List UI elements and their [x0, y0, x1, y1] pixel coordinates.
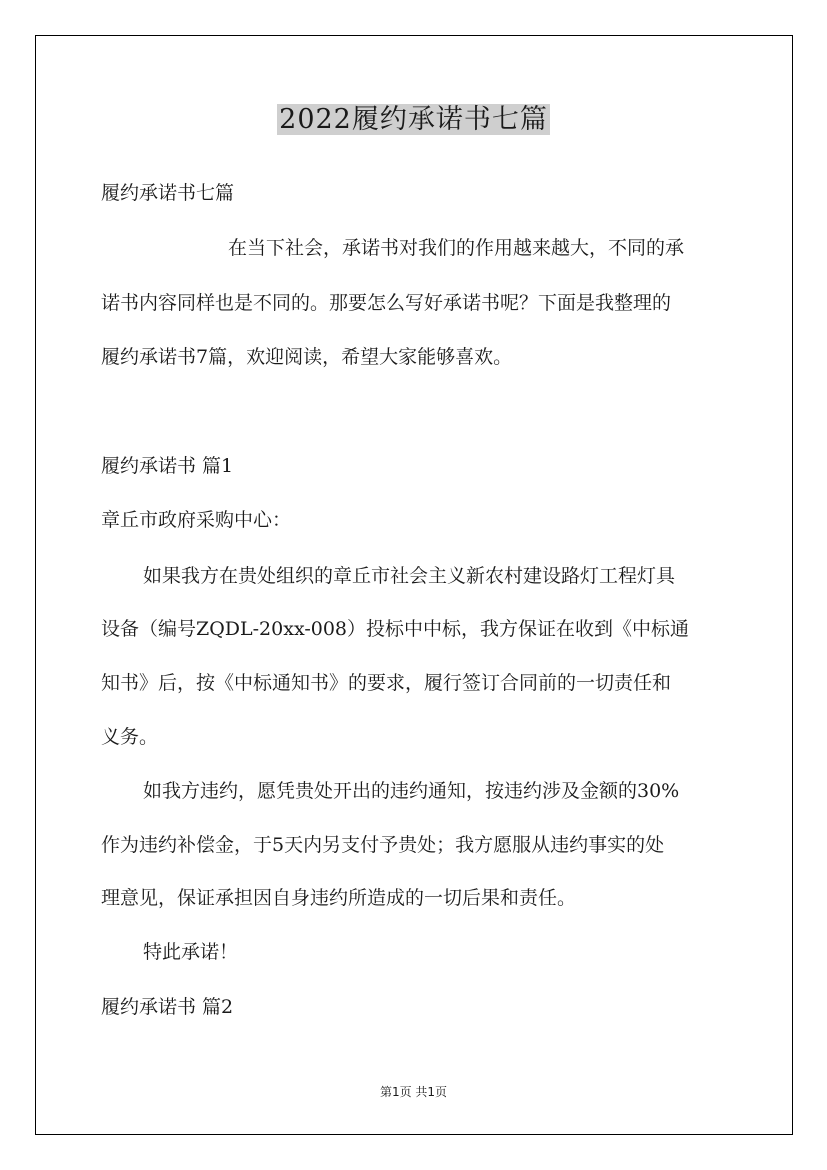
section-1-para-2-line-3: 理意见，保证承担因自身违约所造成的一切后果和责任。 — [101, 887, 577, 909]
section-1-para-2-line-2: 作为违约补偿金，于5天内另支付予贵处；我方愿服从违约事实的处 — [101, 834, 665, 856]
section-2-heading: 履约承诺书 篇2 — [101, 996, 234, 1018]
section-1-para-1-line-4: 义务。 — [101, 726, 159, 748]
intro-line-1: 在当下社会，承诺书对我们的作用越来越大，不同的承 — [228, 237, 685, 259]
intro-line-3: 履约承诺书7篇，欢迎阅读，希望大家能够喜欢。 — [101, 346, 513, 368]
page-number-footer: 第1页 共1页 — [379, 1085, 448, 1099]
document-title-text: 2022履约承诺书七篇 — [279, 104, 548, 135]
document-title — [0, 100, 827, 140]
section-1-para-1-line-3: 知书》后，按《中标通知书》的要求，履行签订合同前的一切责任和 — [101, 672, 672, 694]
section-1-heading: 履约承诺书 篇1 — [101, 455, 234, 477]
section-1-addressee: 章丘市政府采购中心： — [101, 509, 292, 531]
section-1-closing: 特此承诺！ — [143, 941, 239, 963]
section-1-para-1-line-2: 设备（编号ZQDL-20xx-008）投标中中标，我方保证在收到《中标通 — [101, 618, 690, 640]
intro-line-2: 诺书内容同样也是不同的。那要怎么写好承诺书呢？下面是我整理的 — [101, 292, 672, 314]
section-1-para-1-line-1: 如果我方在贵处组织的章丘市社会主义新农村建设路灯工程灯具 — [143, 565, 676, 587]
subtitle: 履约承诺书七篇 — [101, 182, 235, 204]
section-1-para-2-line-1: 如我方违约，愿凭贵处开出的违约通知，按违约涉及金额的30% — [143, 780, 680, 802]
